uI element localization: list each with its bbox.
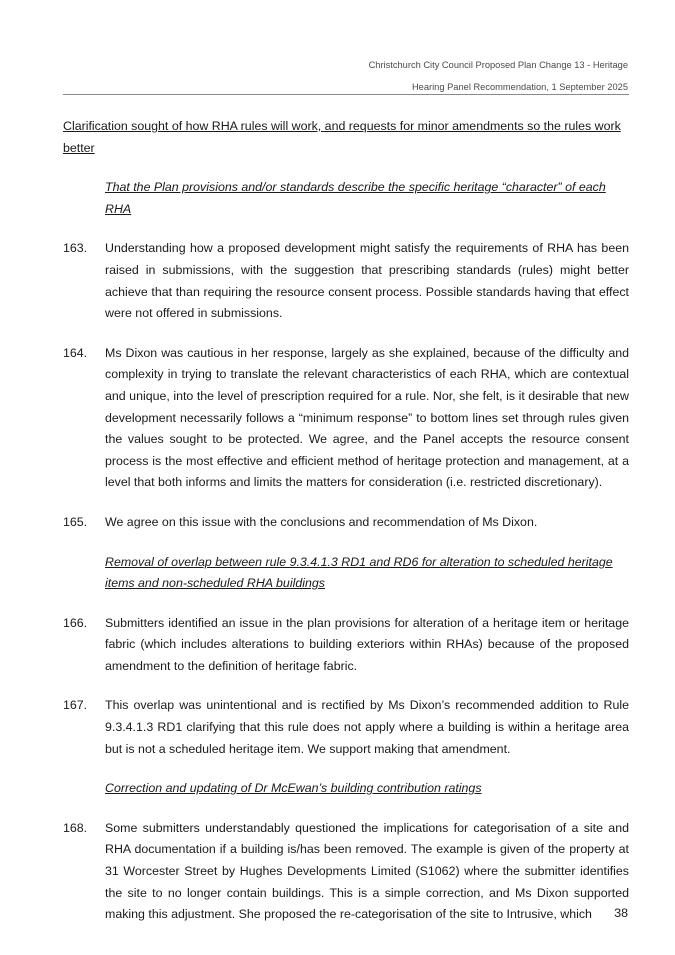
paragraph-text: Ms Dixon was cautious in her response, largely as she explained, because of the difficulty and complexity in trying to translate the relevant characteristics of each RHA, which are contextual and unique, into the level of prescription required for a rule. Nor, she felt, is it desirable that new development necessarily follows a “minimum response” to bottom lines set through rules given the values sought to be protected. We agree, and the Panel accepts the resource consent process is the most effective and efficient method of heritage protection and management, at a level that both informs and limits the matters for consideration (i.e. restricted discretionary). xyxy=(105,345,629,490)
subheading-rha-character: That the Plan provisions and/or standards describe the specific heritage “character” of each RHA xyxy=(105,180,606,216)
subheading-contribution-ratings: Correction and updating of Dr McEwan’s building contribution ratings xyxy=(105,781,482,796)
paragraph-text: Understanding how a proposed development might satisfy the requirements of RHA has been raised in submissions, with the suggestion that prescribing standards (rules) might better achieve that than requiring the resource consent process. Possible standards having that effect were not offered in submissions. xyxy=(105,241,629,321)
header-subtitle: Hearing Panel Recommendation, 1 September 2025 xyxy=(411,82,628,92)
paragraph-167 xyxy=(63,695,629,760)
paragraph-number: 164. xyxy=(63,345,88,360)
subheading-removal-of-overlap: Removal of overlap between rule 9.3.4.1.3 RD1 and RD6 for alteration to scheduled heritage items and non-scheduled RHA buildings xyxy=(105,554,613,591)
paragraph-166 xyxy=(63,613,629,678)
paragraph-number: 168. xyxy=(63,820,88,835)
paragraph-text: Submitters identified an issue in the plan provisions for alteration of a heritage item or heritage fabric (which includes alterations to building exteriors within RHAs) because of the proposed amendment to the definition of heritage fabric. xyxy=(105,615,629,673)
paragraph-text: Some submitters understandably questioned the implications for categorisation of a site and RHA documentation if a building is/has been removed. The example is given of the property at 31 Worcester Street by Hughes Developments Limited (S1062) where the submitter identifies the site to no longer contain buildings. This is a simple correction, and Ms Dixon supported making this adjustment. She proposed the re-categorisation of the site to Intrusive, which xyxy=(105,820,629,922)
section-heading: Clarification sought of how RHA rules will work, and requests for minor amendments so the rules work better xyxy=(63,119,621,155)
paragraph-text: This overlap was unintentional and is rectified by Ms Dixon’s recommended addition to Rule 9.3.4.1.3 RD1 clarifying that this rule does not apply where a building is within a heritage area but is not a scheduled heritage item. We support making that amendment. xyxy=(105,698,629,756)
paragraph-165 xyxy=(63,512,629,534)
paragraph-number: 163. xyxy=(63,241,88,256)
running-header xyxy=(369,54,628,98)
paragraph-number: 167. xyxy=(63,698,88,713)
paragraph-number: 166. xyxy=(63,615,88,630)
paragraph-number: 165. xyxy=(63,514,88,529)
paragraph-168 xyxy=(63,818,629,926)
paragraph-text: We agree on this issue with the conclusions and recommendation of Ms Dixon. xyxy=(105,514,538,529)
page-number: 38 xyxy=(614,906,628,920)
paragraph-164 xyxy=(63,343,629,494)
page-body xyxy=(63,116,629,944)
header-divider xyxy=(63,94,629,95)
paragraph-163 xyxy=(63,238,629,324)
header-title: Christchurch City Council Proposed Plan Change 13 - Heritage xyxy=(368,60,628,70)
